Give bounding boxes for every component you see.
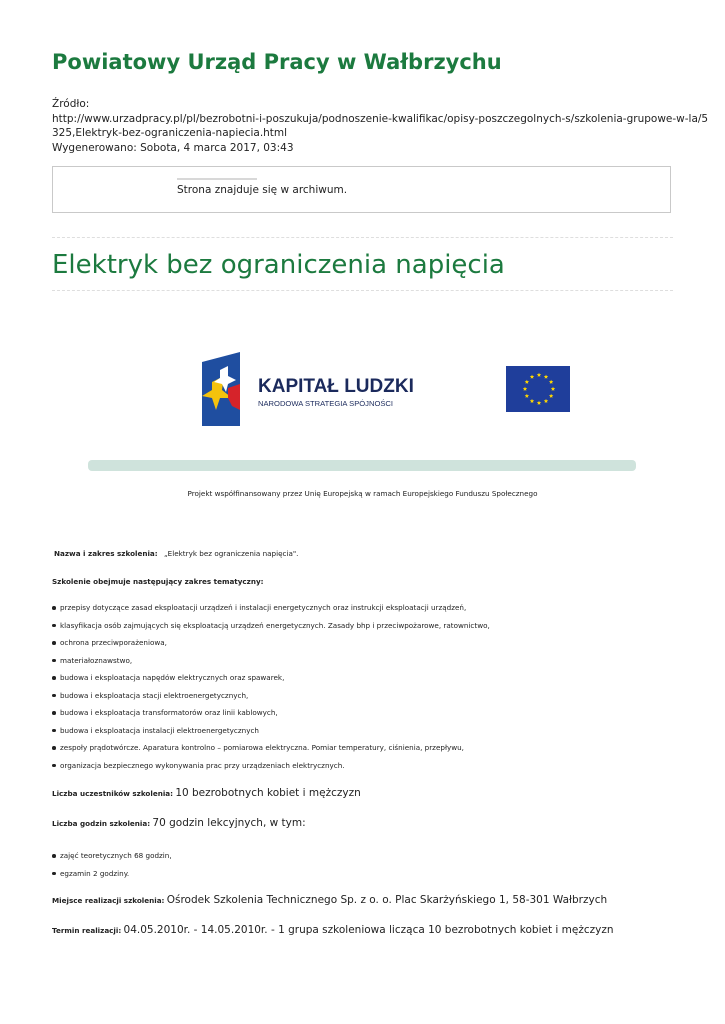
generated-date: Wygenerowano: Sobota, 4 marca 2017, 03:43 <box>52 141 294 154</box>
eu-flag-icon <box>506 366 570 412</box>
term-row <box>52 924 614 936</box>
source-url-line1: http://www.urzadpracy.pl/pl/bezrobotni-i-poszukuja/podnoszenie-kwalifikac/opisy-poszczegolnych-s/szkolenia-grupowe-w-la/5 <box>52 112 709 125</box>
scope-item: zespoły prądotwórcze. Aparatura kontrolno – pomiarowa elektryczna. Pomiar temperatury, ciśnienia, przepływu, <box>52 742 490 760</box>
term-label: Termin realizacji: <box>52 926 122 935</box>
participants-label: Liczba uczestników szkolenia: <box>52 789 174 798</box>
scope-item: klasyfikacja osób zajmujących się eksploatacją urządzeń energetycznych. Zasady bhp i przeciwpożarowe, ratownictwo, <box>52 620 490 638</box>
site-title: Powiatowy Urząd Pracy w Wałbrzychu <box>52 50 502 74</box>
participants-row <box>52 787 361 799</box>
source-url-line2: 325,Elektryk-bez-ograniczenia-napiecia.html <box>52 127 288 139</box>
scope-item: ochrona przeciwporażeniowa, <box>52 637 490 655</box>
scope-heading: Szkolenie obejmuje następujący zakres tematyczny: <box>52 577 264 586</box>
place-row <box>52 894 607 906</box>
hours-label: Liczba godzin szkolenia: <box>52 819 151 828</box>
scope-item: przepisy dotyczące zasad eksploatacji urządzeń i instalacji energetycznych oraz instrukcji eksploatacji urządzeń, <box>52 602 490 620</box>
archive-notice: Strona znajduje się w archiwum. <box>177 184 348 196</box>
archive-notice-box <box>52 166 671 213</box>
scope-item: materiałoznawstwo, <box>52 655 490 673</box>
participants-value: 10 bezrobotnych kobiet i mężczyzn <box>175 787 361 799</box>
decorative-strip <box>88 460 636 471</box>
title-divider-top <box>52 237 673 238</box>
training-name-row <box>54 549 298 558</box>
scope-item: budowa i eksploatacja stacji elektroenergetycznych, <box>52 690 490 708</box>
scope-item: budowa i eksploatacja transformatorów oraz linii kablowych, <box>52 707 490 725</box>
logo-tagline: NARODOWA STRATEGIA SPÓJNOŚCI <box>258 399 394 408</box>
logo-brand: KAPITAŁ LUDZKI <box>258 376 414 397</box>
scope-item: budowa i eksploatacja napędów elektrycznych oraz spawarek, <box>52 672 490 690</box>
hours-row <box>52 817 306 829</box>
term-value: 04.05.2010r. - 14.05.2010r. - 1 grupa szkoleniowa licząca 10 bezrobotnych kobiet i mężczyzn <box>123 924 614 936</box>
kapital-ludzki-logo <box>198 352 570 426</box>
place-label: Miejsce realizacji szkolenia: <box>52 896 165 905</box>
hours-list <box>52 850 172 885</box>
scope-list <box>52 602 490 777</box>
article-title: Elektryk bez ograniczenia napięcia <box>52 250 505 280</box>
hours-item: zajęć teoretycznych 68 godzin, <box>52 850 172 868</box>
hours-value: 70 godzin lekcyjnych, w tym: <box>152 817 306 829</box>
title-divider-bottom <box>52 290 673 291</box>
training-name-value: „Elektryk bez ograniczenia napięcia". <box>163 549 299 558</box>
place-value: Ośrodek Szkolenia Technicznego Sp. z o. o. Plac Skarżyńskiego 1, 58-301 Wałbrzych <box>166 894 608 906</box>
scope-item: budowa i eksploatacja instalacji elektroenergetycznych <box>52 725 490 743</box>
cofinance-note: Projekt współfinansowany przez Unię Europejską w ramach Europejskiego Funduszu Społecznego <box>187 489 538 498</box>
training-name-label: Nazwa i zakres szkolenia: <box>54 549 158 558</box>
scope-item: organizacja bezpiecznego wykonywania prac przy urządzeniach elektrycznych. <box>52 760 490 778</box>
hours-item: egzamin 2 godziny. <box>52 868 172 886</box>
human-capital-emblem-icon <box>202 352 240 426</box>
source-label: Źródło: <box>52 98 90 110</box>
archive-divider <box>177 178 257 180</box>
document-meta <box>52 97 709 155</box>
